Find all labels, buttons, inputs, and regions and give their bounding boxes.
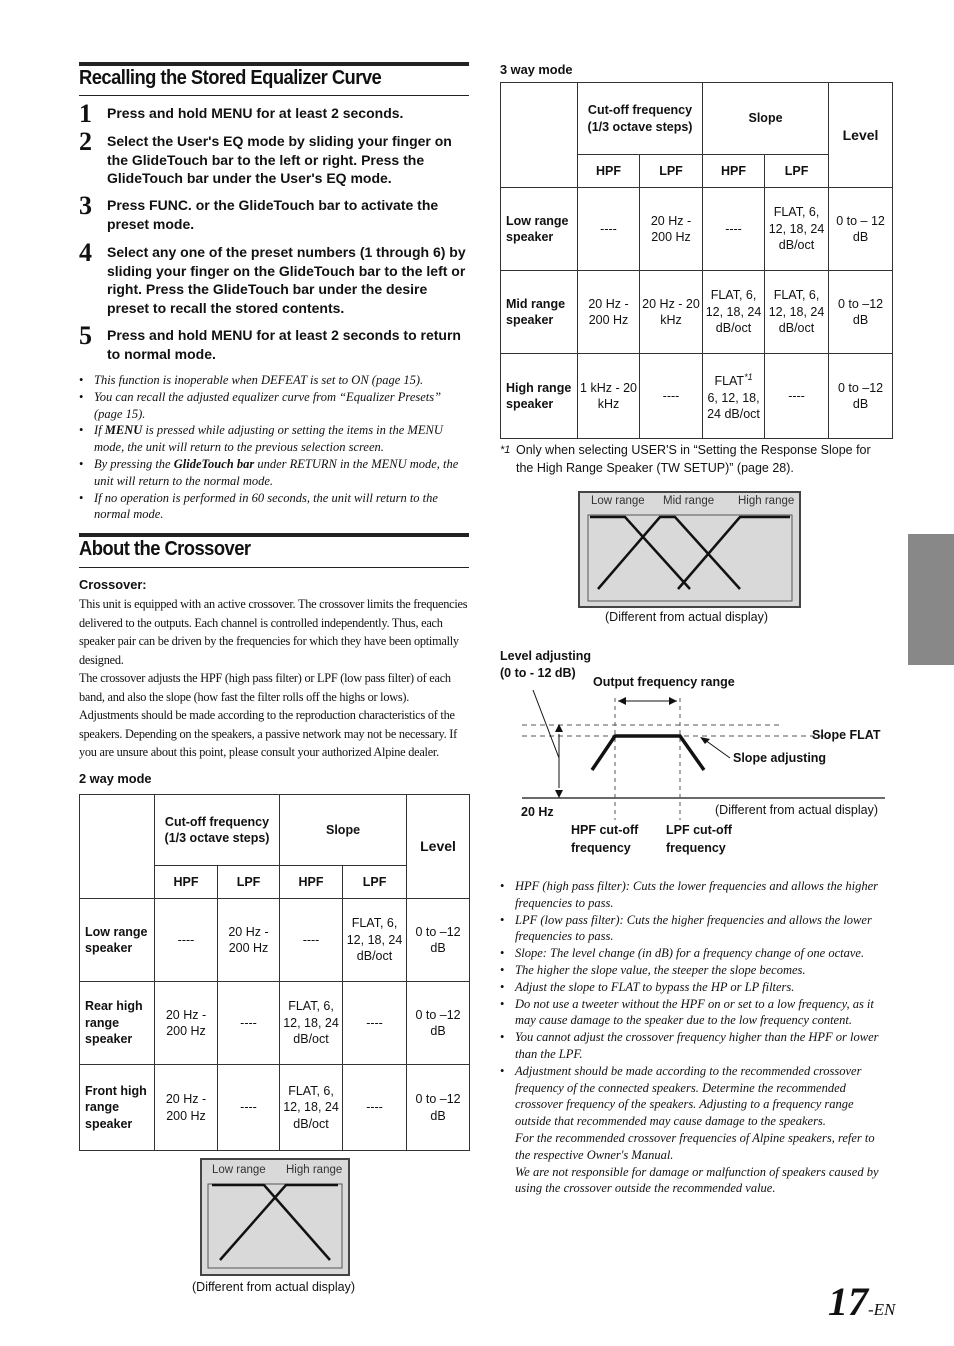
section-title-crossover: About the Crossover: [79, 538, 251, 560]
crossover-curve-graphic: [202, 1160, 348, 1274]
level-range-text: (0 to - 12 dB): [500, 666, 576, 680]
hpf-header: HPF: [703, 155, 765, 188]
step-number: 3: [79, 191, 92, 220]
cell: 20 Hz - 200 Hz: [218, 899, 280, 982]
diagram-caption: (Different from actual display): [192, 1280, 356, 1294]
table-row: [501, 271, 893, 354]
cell: FLAT, 6, 12, 18, 24 dB/oct: [280, 1065, 343, 1151]
section-rule-top-2: [79, 533, 469, 537]
slope-adjusting-label: Slope adjusting: [733, 751, 827, 765]
section-rule-bottom: [79, 95, 469, 96]
cell: FLAT, 6, 12, 18, 24 dB/oct: [703, 271, 765, 354]
cell: 0 to –12 dB: [407, 899, 470, 982]
cell: ----: [280, 899, 343, 982]
cell: 0 to –12 dB: [829, 271, 893, 354]
cell: 0 to –12 dB: [407, 1065, 470, 1151]
footnote: [500, 442, 875, 477]
two-way-title: 2 way mode: [79, 771, 152, 786]
note-item: • If no operation is performed in 60 seconds, the unit will return to the normal mode.: [79, 490, 464, 524]
note-item: • Do not use a tweeter without the HPF on or set to a low frequency, as it may cause damage to the speaker due to the low frequency content.: [500, 996, 890, 1030]
note-item: • HPF (high pass filter): Cuts the lower frequencies and allows the higher frequencies to pass.: [500, 878, 890, 912]
step-number: 2: [79, 127, 92, 156]
high-range-label: High range: [286, 1164, 343, 1176]
cell: ----: [640, 354, 703, 439]
cell: 20 Hz - 200 Hz: [155, 982, 218, 1065]
crossover-paragraph: This unit is equipped with an active crossover. The crossover limits the frequencies delivered to the outputs. Each channel is controlled independently. Thus, each speaker pair can be driven by the frequencies for which they have been optimally designed.: [79, 597, 468, 667]
cell: FLAT, 6, 12, 18, 24 dB/oct: [765, 188, 829, 271]
step-number: 5: [79, 321, 92, 350]
mid-range-label: Mid range: [663, 495, 715, 507]
hpf-header: HPF: [155, 866, 218, 899]
cell: 20 Hz - 20 kHz: [640, 271, 703, 354]
table-corner: [501, 83, 578, 188]
level-header: Level: [407, 795, 470, 899]
cell: ----: [155, 899, 218, 982]
cell: ----: [578, 188, 640, 271]
section-rule-bottom-2: [79, 567, 469, 568]
row-header: Front high range speaker: [80, 1065, 155, 1151]
step-text: Press FUNC. or the GlideTouch bar to activate the preset mode.: [107, 197, 439, 232]
table-row: [80, 1065, 470, 1151]
two-way-table: [79, 794, 470, 1151]
cell: 0 to –12 dB: [829, 354, 893, 439]
recall-notes: [79, 372, 464, 523]
cell: 20 Hz - 200 Hz: [155, 1065, 218, 1151]
page-number-value: 17: [828, 1279, 868, 1324]
diagram-caption: (Different from actual display): [715, 803, 879, 817]
page-number-suffix: -EN: [868, 1300, 896, 1319]
note-item: • You can recall the adjusted equalizer curve from “Equalizer Presets” (page 15).: [79, 389, 464, 423]
row-header: High range speaker: [501, 354, 578, 439]
lpf-cutoff-label: LPF cut-off frequency: [666, 823, 732, 855]
row-header: Mid range speaker: [501, 271, 578, 354]
note-item: • The higher the slope value, the steeper the slope becomes.: [500, 962, 890, 979]
cell: ----: [703, 188, 765, 271]
row-header: Rear high range speaker: [80, 982, 155, 1065]
footnote-mark: *1: [500, 444, 511, 456]
row-header: Low range speaker: [80, 899, 155, 982]
section-title-recall: Recalling the Stored Equalizer Curve: [79, 67, 382, 89]
footnote-text: Only when selecting USER'S in “Setting the Response Slope for the High Range Speaker (TW SETUP)” (page 28).: [516, 443, 871, 475]
lpf-header: LPF: [765, 155, 829, 188]
level-adjusting-label: [500, 648, 591, 682]
cell: FLAT, 6, 12, 18, 24 dB/oct: [765, 271, 829, 354]
cell: FLAT$^{*1}$ 6, 12, 18, 24 dB/oct: [703, 354, 765, 439]
cell: ----: [218, 1065, 280, 1151]
low-range-label: Low range: [591, 495, 645, 507]
table-corner: [80, 795, 155, 899]
three-way-display-diagram: [578, 491, 801, 608]
crossover-subheading: Crossover:: [79, 577, 147, 592]
note-item: • Adjust the slope to FLAT to bypass the HP or LP filters.: [500, 979, 890, 996]
crossover-paragraph: Adjustments should be made according to the reproduction characteristics of the speakers. Depending on the speakers, a passive network may not be necessary. If you are unsure about this point, please consult your authorized Alpine dealer.: [79, 708, 457, 759]
low-range-label: Low range: [212, 1164, 266, 1176]
crossover-body: [79, 595, 471, 762]
cell: ----: [343, 982, 407, 1065]
step-text: Select any one of the preset numbers (1 through 6) by sliding your finger on the GlideTouch bar to the left or right. Press the GlideTouch bar under the desire preset to recall the stored contents.: [107, 244, 466, 316]
side-tab: [908, 534, 954, 665]
hz20-label: 20 Hz: [521, 805, 554, 819]
lpf-header: LPF: [640, 155, 703, 188]
slope-flat-label: Slope FLAT: [812, 728, 881, 742]
two-way-display-diagram: [200, 1158, 350, 1276]
cell: FLAT, 6, 12, 18, 24 dB/oct: [280, 982, 343, 1065]
section-rule-top: [79, 62, 469, 66]
cell: ----: [765, 354, 829, 439]
hpf-header: HPF: [578, 155, 640, 188]
lpf-header: LPF: [343, 866, 407, 899]
cell: 20 Hz - 200 Hz: [578, 271, 640, 354]
table-row: [501, 188, 893, 271]
lpf-header: LPF: [218, 866, 280, 899]
note-item: • Adjustment should be made according to the recommended crossover frequency of the connected speakers. Determine the recommended crossover frequency of the speakers. Adjusting to a frequency range outside that recommended may cause damage to the speakers. For the recommended crossover frequencies of Alpine speakers, refer to the respective Owner's Manual. We are not responsible for damage or malfunction of speakers caused by using the crossover outside the recommended value.: [500, 1063, 890, 1197]
table-row: [501, 354, 893, 439]
cell: ----: [343, 1065, 407, 1151]
step-number: 4: [79, 238, 92, 267]
cell: 0 to –12 dB: [407, 982, 470, 1065]
page-number: [828, 1278, 895, 1325]
crossover-curve-graphic: [580, 493, 799, 606]
level-adjusting-text: Level adjusting: [500, 649, 591, 663]
note-item: • By pressing the GlideTouch bar under RETURN in the MENU mode, the unit will return to the normal mode.: [79, 456, 464, 490]
cutoff-header: Cut-off frequency (1/3 octave steps): [155, 795, 280, 866]
note-item: • Slope: The level change (in dB) for a frequency change of one octave.: [500, 945, 890, 962]
hpf-cutoff-label: HPF cut-off frequency: [571, 823, 639, 855]
row-header: Low range speaker: [501, 188, 578, 271]
table-row: [80, 982, 470, 1065]
output-range-label: Output frequency range: [593, 675, 735, 689]
hpf-header: HPF: [280, 866, 343, 899]
cell: 20 Hz - 200 Hz: [640, 188, 703, 271]
level-header: Level: [829, 83, 893, 188]
step-text: Press and hold MENU for at least 2 seconds to return to normal mode.: [107, 327, 461, 362]
cutoff-header: Cut-off frequency (1/3 octave steps): [578, 83, 703, 155]
step-text: Press and hold MENU for at least 2 seconds.: [107, 105, 404, 121]
cell: 0 to – 12 dB: [829, 188, 893, 271]
cell: FLAT, 6, 12, 18, 24 dB/oct: [343, 899, 407, 982]
crossover-paragraph: The crossover adjusts the HPF (high pass filter) or LPF (low pass filter) of each band, and also the slope (how fast the filter rolls off the highs or lows).: [79, 671, 451, 704]
diagram-caption: (Different from actual display): [605, 610, 769, 624]
crossover-notes: [500, 878, 890, 1197]
cell: 1 kHz - 20 kHz: [578, 354, 640, 439]
slope-header: Slope: [280, 795, 407, 866]
note-item: • You cannot adjust the crossover frequency higher than the HPF or lower than the LPF.: [500, 1029, 890, 1063]
step-number: 1: [79, 99, 92, 128]
note-item: • If MENU is pressed while adjusting or setting the items in the MENU mode, the unit will return to the previous selection screen.: [79, 422, 464, 456]
high-range-label: High range: [738, 495, 795, 507]
three-way-table: [500, 82, 893, 439]
three-way-title: 3 way mode: [500, 62, 573, 77]
cell: ----: [218, 982, 280, 1065]
note-item: • LPF (low pass filter): Cuts the higher frequencies and allows the lower frequencies to pass.: [500, 912, 890, 946]
step-text: Select the User's EQ mode by sliding your finger on the GlideTouch bar to the left or right. Press the GlideTouch bar under the User's EQ mode.: [107, 133, 452, 186]
slope-header: Slope: [703, 83, 829, 155]
note-item: • This function is inoperable when DEFEAT is set to ON (page 15).: [79, 372, 464, 389]
table-row: [80, 899, 470, 982]
